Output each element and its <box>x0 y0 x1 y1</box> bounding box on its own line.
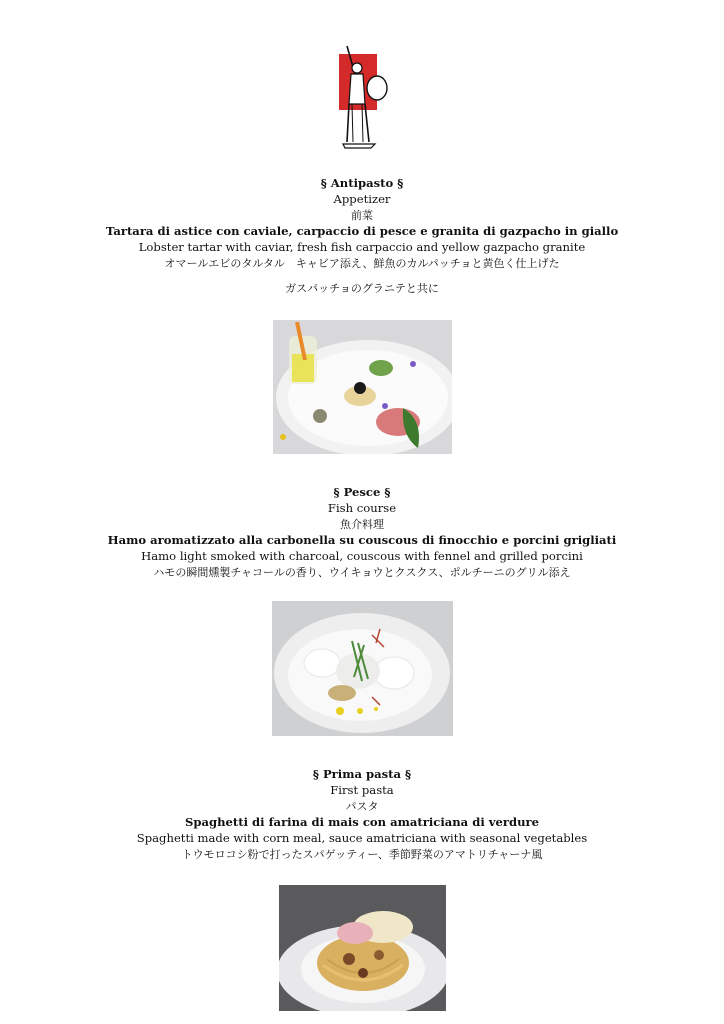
dish-name-jp: トウモロコシ粉で打ったスパゲッティー、季節野菜のアマトリチャーナ風 <box>181 848 543 862</box>
course-title: § Prima pasta § <box>312 767 412 781</box>
dish-name-en: Lobster tartar with caviar, fresh fish carpaccio and yellow gazpacho granite <box>138 239 586 254</box>
course-title: § Pesce § <box>333 485 391 499</box>
course-subtitle-en: Fish course <box>327 500 397 515</box>
prima-pasta-section <box>0 767 724 863</box>
antipasto-photo <box>273 320 452 454</box>
dish-name-it: Hamo aromatizzato alla carbonella su couscous di finocchio e porcini grigliati <box>107 533 617 548</box>
dish-name-it: Spaghetti di farina di mais con amatriciana di verdure <box>184 815 540 830</box>
course-title: § Antipasto § <box>320 176 404 190</box>
course-subtitle-en: First pasta <box>330 782 394 797</box>
dish-name-en: Spaghetti made with corn meal, sauce amatriciana with seasonal vegetables <box>136 830 588 845</box>
dish-name-it: Tartara di astice con caviale, carpaccio di pesce e granita di gazpacho in giallo <box>105 224 619 239</box>
dish-name-jp: ハモの瞬間燻製チャコールの香り、ウイキョウとクスクス、ポルチーニのグリル添え <box>153 566 571 580</box>
course-subtitle-jp: 前菜 <box>351 209 373 223</box>
antipasto-section <box>0 176 724 297</box>
dish-name-en: Hamo light smoked with charcoal, couscous with fennel and grilled porcini <box>141 548 583 563</box>
pasta-photo <box>279 885 446 1011</box>
dish-name-jp: オマールエビのタルタル キャビア添え、鮮魚のカルパッチョと黄色く仕上げた <box>164 257 560 271</box>
course-subtitle-jp: パスタ <box>345 800 379 814</box>
restaurant-logo <box>335 44 391 154</box>
pesce-photo <box>272 601 453 736</box>
pesce-section <box>0 485 724 581</box>
course-subtitle-jp: 魚介料理 <box>340 518 384 532</box>
course-subtitle-en: Appetizer <box>333 191 391 206</box>
dish-name-jp-cont: ガスパッチョのグラニテと共に <box>285 282 439 296</box>
